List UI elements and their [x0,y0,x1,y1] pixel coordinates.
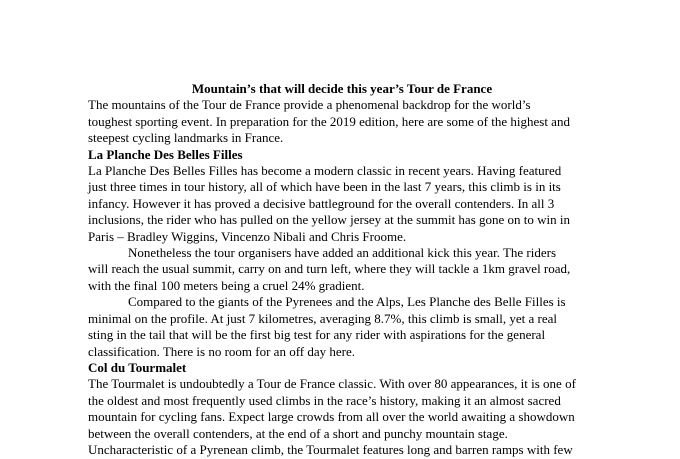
text-line: between the overall contenders, at the end of a short and punchy mountain stage. [88,425,508,441]
text-line: classification. There is no room for an off day here. [88,343,356,359]
text-line: La Planche Des Belles Filles has become a modern classic in recent years. Having featured [88,163,562,179]
text-line: The mountains of the Tour de France provide a phenomenal backdrop for the world’s [88,97,531,113]
text-line: infancy. However it has proved a decisive battleground for the overall contenders. In all 3 [88,195,555,211]
text-line: minimal on the profile. At just 7 kilometres, averaging 8.7%, this climb is small, yet a real [88,310,557,326]
la-planche-paragraph-2 [88,245,596,294]
text-line: The Tourmalet is undoubtedly a Tour de France classic. With over 80 appearances, it is one of [88,376,576,392]
document-page [88,81,596,458]
text-line: Compared to the giants of the Pyrenees and the Alps, Les Planche des Belle Filles is [128,294,566,310]
text-line: with the final 100 meters being a cruel 24% gradient. [88,277,365,293]
document-title: Mountain’s that will decide this year’s Tour de France [191,81,493,96]
text-line: toughest sporting event. In preparation for the 2019 edition, here are some of the highest and [88,113,570,129]
text-line: will reach the usual summit, carry on and turn left, where they will tackle a 1km gravel road, [88,261,571,277]
text-line: mountain for cycling fans. Expect large crowds from all over the world awaiting a showdown [88,409,575,425]
text-line: Paris – Bradley Wiggins, Vincenzo Nibali and Chris Froome. [88,228,407,244]
text-line: steepest cycling landmarks in France. [88,130,284,146]
text-line: sting in the tail that will be the first big test for any rider with aspirations for the general [88,327,546,343]
text-line: the oldest and most frequently used climbs in the race’s history, making it an almost sacred [88,392,561,408]
text-line: Nonetheless the tour organisers have added an additional kick this year. The riders [128,245,557,261]
text-line: inclusions, the rider who has pulled on the yellow jersey at the summit has gone on to win in [88,212,571,228]
section-heading-tourmalet: Col du Tourmalet [88,359,187,375]
text-line: just three times in tour history, all of which have been in the last 7 years, this climb is in its [88,179,561,195]
section-heading-la-planche: La Planche Des Belles Filles [88,146,243,162]
text-line: Uncharacteristic of a Pyrenean climb, the Tourmalet features long and barren ramps with few [88,441,573,457]
tourmalet-paragraph-1 [88,376,596,458]
la-planche-paragraph-3 [88,294,596,360]
intro-paragraph [88,97,596,146]
la-planche-paragraph-1 [88,163,596,245]
